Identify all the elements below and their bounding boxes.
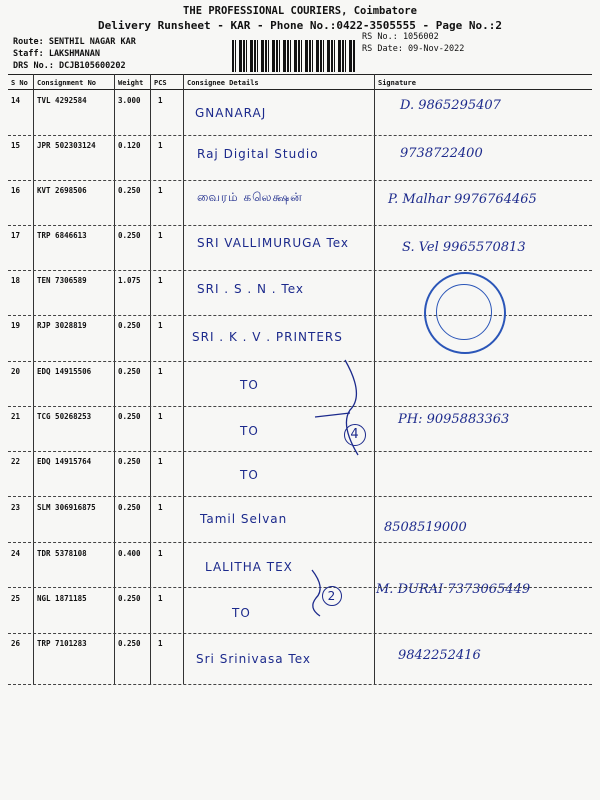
row-consignee-handwritten: GNANARAJ [195, 106, 267, 120]
row-signature: PH: 9095883363 [398, 412, 510, 427]
row-separator [8, 451, 592, 452]
header-bottom-rule [8, 89, 592, 90]
col-header-consignment: Consignment No [37, 79, 97, 87]
row-consignee-handwritten: TO [240, 424, 259, 438]
row-consignee-handwritten: SRI VALLIMURUGA Tex [197, 236, 350, 250]
row-signature: 9738722400 [400, 146, 483, 161]
col-header-pcs: PCS [154, 79, 167, 87]
row-separator [8, 633, 592, 634]
row-separator [8, 225, 592, 226]
row-consignment-no: EDQ 14915506 [37, 367, 92, 376]
row-consignee-handwritten: TO [240, 378, 259, 392]
row-weight: 0.250 [118, 503, 141, 512]
table-top-rule [8, 74, 592, 75]
row-signature: P. Malhar 9976764465 [388, 192, 537, 207]
row-consignee-handwritten: TO [232, 606, 251, 620]
row-signature: 9842252416 [398, 648, 481, 663]
row-signature: 8508519000 [384, 520, 467, 535]
row-separator [8, 542, 592, 543]
row-consignment-no: TEN 7306589 [37, 276, 87, 285]
row-weight: 0.250 [118, 321, 141, 330]
row-consignee-handwritten: TO [240, 468, 259, 482]
row-sno: 22 [11, 457, 21, 466]
row-consignee-handwritten: SRI . K . V . PRINTERS [192, 330, 343, 344]
col-divider [33, 74, 34, 684]
group-count-2: 2 [322, 586, 342, 606]
row-weight: 0.250 [118, 412, 141, 421]
row-pcs: 1 [158, 141, 163, 150]
row-pcs: 1 [158, 457, 163, 466]
row-sno: 25 [11, 594, 21, 603]
row-pcs: 1 [158, 549, 163, 558]
row-pcs: 1 [158, 321, 163, 330]
row-consignee-handwritten: SRI . S . N . Tex [197, 282, 304, 296]
row-sno: 20 [11, 367, 21, 376]
row-consignee-handwritten: Tamil Selvan [200, 512, 288, 526]
row-consignment-no: EDQ 14915764 [37, 457, 92, 466]
row-weight: 0.250 [118, 457, 141, 466]
row-consignee-handwritten: Raj Digital Studio [197, 147, 319, 161]
row-pcs: 1 [158, 186, 163, 195]
row-pcs: 1 [158, 276, 163, 285]
row-signature: S. Vel 9965570813 [402, 240, 526, 255]
row-consignment-no: NGL 1871185 [37, 594, 87, 603]
row-weight: 0.250 [118, 231, 141, 240]
row-separator [8, 135, 592, 136]
rs-number: RS No.: 1056002 [362, 32, 439, 42]
row-consignment-no: TRP 7101283 [37, 639, 87, 648]
document-title: THE PROFESSIONAL COURIERS, Coimbatore [183, 5, 417, 17]
row-signature: M. DURAI 7373065449 [376, 582, 531, 597]
row-sno: 24 [11, 549, 21, 558]
row-pcs: 1 [158, 96, 163, 105]
rs-date: RS Date: 09-Nov-2022 [362, 44, 465, 54]
col-divider [114, 74, 115, 684]
col-header-signature: Signature [378, 79, 416, 87]
row-consignment-no: KVT 2698506 [37, 186, 87, 195]
row-pcs: 1 [158, 231, 163, 240]
row-sno: 15 [11, 141, 21, 150]
row-weight: 0.120 [118, 141, 141, 150]
document-subtitle: Delivery Runsheet - KAR - Phone No.:0422-3505555 - Page No.:2 [98, 19, 502, 32]
row-separator [8, 361, 592, 362]
col-divider [150, 74, 151, 684]
row-sno: 16 [11, 186, 21, 195]
col-divider [374, 74, 375, 684]
row-pcs: 1 [158, 503, 163, 512]
bracket-brace-icon [310, 355, 370, 465]
row-pcs: 1 [158, 639, 163, 648]
col-divider [183, 74, 184, 684]
row-sno: 14 [11, 96, 21, 105]
col-header-consignee: Consignee Details [187, 79, 259, 87]
row-consignment-no: JPR 502303124 [37, 141, 96, 150]
row-sno: 19 [11, 321, 21, 330]
row-weight: 0.250 [118, 594, 141, 603]
row-consignment-no: TRP 6846613 [37, 231, 87, 240]
row-consignee-handwritten: LALITHA TEX [205, 560, 293, 574]
group-count-4: 4 [344, 424, 366, 446]
row-sno: 17 [11, 231, 21, 240]
route-label: Route: SENTHIL NAGAR KAR [13, 37, 136, 47]
row-consignment-no: TVL 4292584 [37, 96, 87, 105]
row-weight: 0.400 [118, 549, 141, 558]
row-weight: 1.075 [118, 276, 141, 285]
row-pcs: 1 [158, 367, 163, 376]
drs-number: DRS No.: DCJB105600202 [13, 61, 126, 71]
row-sno: 23 [11, 503, 21, 512]
row-weight: 0.250 [118, 367, 141, 376]
col-header-weight: Weight [118, 79, 144, 87]
row-pcs: 1 [158, 412, 163, 421]
row-separator [8, 684, 592, 685]
barcode [232, 40, 356, 72]
row-pcs: 1 [158, 594, 163, 603]
row-consignment-no: SLM 306916875 [37, 503, 96, 512]
row-consignee-handwritten: Sri Srinivasa Tex [196, 652, 311, 666]
row-consignment-no: TCG 50268253 [37, 412, 92, 421]
row-consignment-no: TDR 5378108 [37, 549, 87, 558]
row-separator [8, 270, 592, 271]
row-sno: 26 [11, 639, 21, 648]
row-signature: D. 9865295407 [400, 98, 501, 113]
row-separator [8, 406, 592, 407]
row-sno: 18 [11, 276, 21, 285]
row-separator [8, 180, 592, 181]
row-weight: 0.250 [118, 186, 141, 195]
staff-label: Staff: LAKSHMANAN [13, 49, 100, 59]
col-header-sno: S No [11, 79, 28, 87]
row-sno: 21 [11, 412, 21, 421]
row-weight: 3.000 [118, 96, 141, 105]
delivery-stamp [424, 272, 506, 354]
row-weight: 0.250 [118, 639, 141, 648]
row-consignee-handwritten: வைரம் கலெக்ஷன் [197, 190, 303, 204]
row-consignment-no: RJP 3028819 [37, 321, 87, 330]
row-separator [8, 496, 592, 497]
